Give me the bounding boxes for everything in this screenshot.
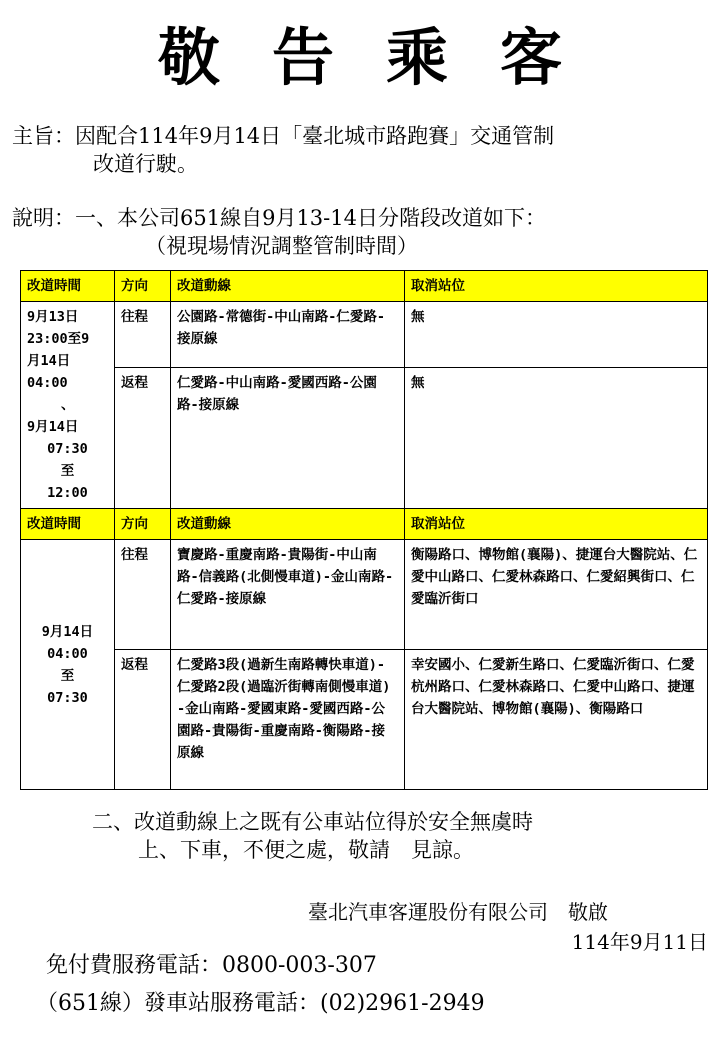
description-line: 說明：一、本公司651線自9月13-14日分階段改道如下： bbox=[12, 206, 546, 230]
time-line: 12:00 bbox=[47, 485, 88, 501]
table-row bbox=[21, 302, 708, 368]
header-detour-route: 改道動線 bbox=[171, 271, 405, 302]
time-line: 07:30 bbox=[47, 441, 88, 457]
header-direction: 方向 bbox=[115, 509, 171, 540]
time-line: 至 bbox=[60, 667, 75, 684]
table-row bbox=[21, 650, 708, 790]
station-phone: （651線）發車站服務電話：(02)2961-2949 bbox=[36, 991, 485, 1016]
detour-table bbox=[20, 270, 708, 790]
time-line: 9月14日 bbox=[41, 623, 94, 640]
subject-line-continued: 改道行駛。 bbox=[93, 152, 198, 176]
cancelled-stops-cell: 無 bbox=[405, 368, 708, 509]
issue-date: 114年9月11日 bbox=[571, 930, 708, 954]
time-line: 、 bbox=[61, 397, 75, 413]
toll-free-hotline: 免付費服務電話：0800-003-307 bbox=[46, 953, 377, 978]
notice-title: 敬告乘客 bbox=[157, 21, 614, 94]
table-header-row bbox=[21, 509, 708, 540]
time-line: 月14日 bbox=[27, 353, 71, 369]
detour-time-cell bbox=[21, 540, 115, 790]
table-row bbox=[21, 540, 708, 650]
table-header-row bbox=[21, 271, 708, 302]
subject-line: 主旨：因配合114年9月14日「臺北城市路跑賽」交通管制 bbox=[12, 124, 555, 148]
header-direction: 方向 bbox=[115, 271, 171, 302]
header-detour-time: 改道時間 bbox=[21, 509, 115, 540]
company-signature: 臺北汽車客運股份有限公司 敬啟 bbox=[308, 900, 608, 924]
header-detour-time: 改道時間 bbox=[21, 271, 115, 302]
route-cell: 仁愛路-中山南路-愛國西路-公園路-接原線 bbox=[171, 368, 405, 509]
note-line: 二、改道動線上之既有公車站位得於安全無虞時 bbox=[92, 810, 533, 834]
route-cell: 仁愛路3段(過新生南路轉快車道)-仁愛路2段(過臨沂街轉南側慢車道)-金山南路-愛國東路-愛國西路-公園路-貴陽街-重慶南路-衡陽路-接原線 bbox=[171, 650, 405, 790]
direction-cell: 往程 bbox=[115, 540, 171, 650]
time-line: 04:00 bbox=[27, 375, 68, 391]
route-cell: 寶慶路-重慶南路-貴陽街-中山南路-信義路(北側慢車道)-金山南路-仁愛路-接原線 bbox=[171, 540, 405, 650]
cancelled-stops-cell: 幸安國小、仁愛新生路口、仁愛臨沂街口、仁愛杭州路口、仁愛林森路口、仁愛中山路口、捷運台大醫院站、博物館(襄陽)、衡陽路口 bbox=[405, 650, 708, 790]
detour-time-cell bbox=[21, 302, 115, 509]
note-line-continued: 上、下車，不便之處，敬請 見諒。 bbox=[138, 838, 474, 862]
table-row bbox=[21, 368, 708, 509]
time-line: 07:30 bbox=[47, 689, 88, 706]
header-cancelled-stops: 取消站位 bbox=[405, 271, 708, 302]
time-line: 9月14日 bbox=[27, 419, 79, 435]
time-line: 9月13日 bbox=[27, 309, 79, 325]
cancelled-stops-cell: 衡陽路口、博物館(襄陽)、捷運台大醫院站、仁愛中山路口、仁愛林森路口、仁愛紹興街口、仁愛臨沂街口 bbox=[405, 540, 708, 650]
header-cancelled-stops: 取消站位 bbox=[405, 509, 708, 540]
direction-cell: 返程 bbox=[115, 650, 171, 790]
time-line: 23:00至9 bbox=[27, 331, 90, 347]
time-line: 至 bbox=[60, 463, 75, 479]
description-note: （視現場情況調整管制時間） bbox=[145, 234, 418, 258]
cancelled-stops-cell: 無 bbox=[405, 302, 708, 368]
header-detour-route: 改道動線 bbox=[171, 509, 405, 540]
route-cell: 公園路-常德街-中山南路-仁愛路-接原線 bbox=[171, 302, 405, 368]
direction-cell: 返程 bbox=[115, 368, 171, 509]
time-line: 04:00 bbox=[47, 645, 88, 662]
direction-cell: 往程 bbox=[115, 302, 171, 368]
